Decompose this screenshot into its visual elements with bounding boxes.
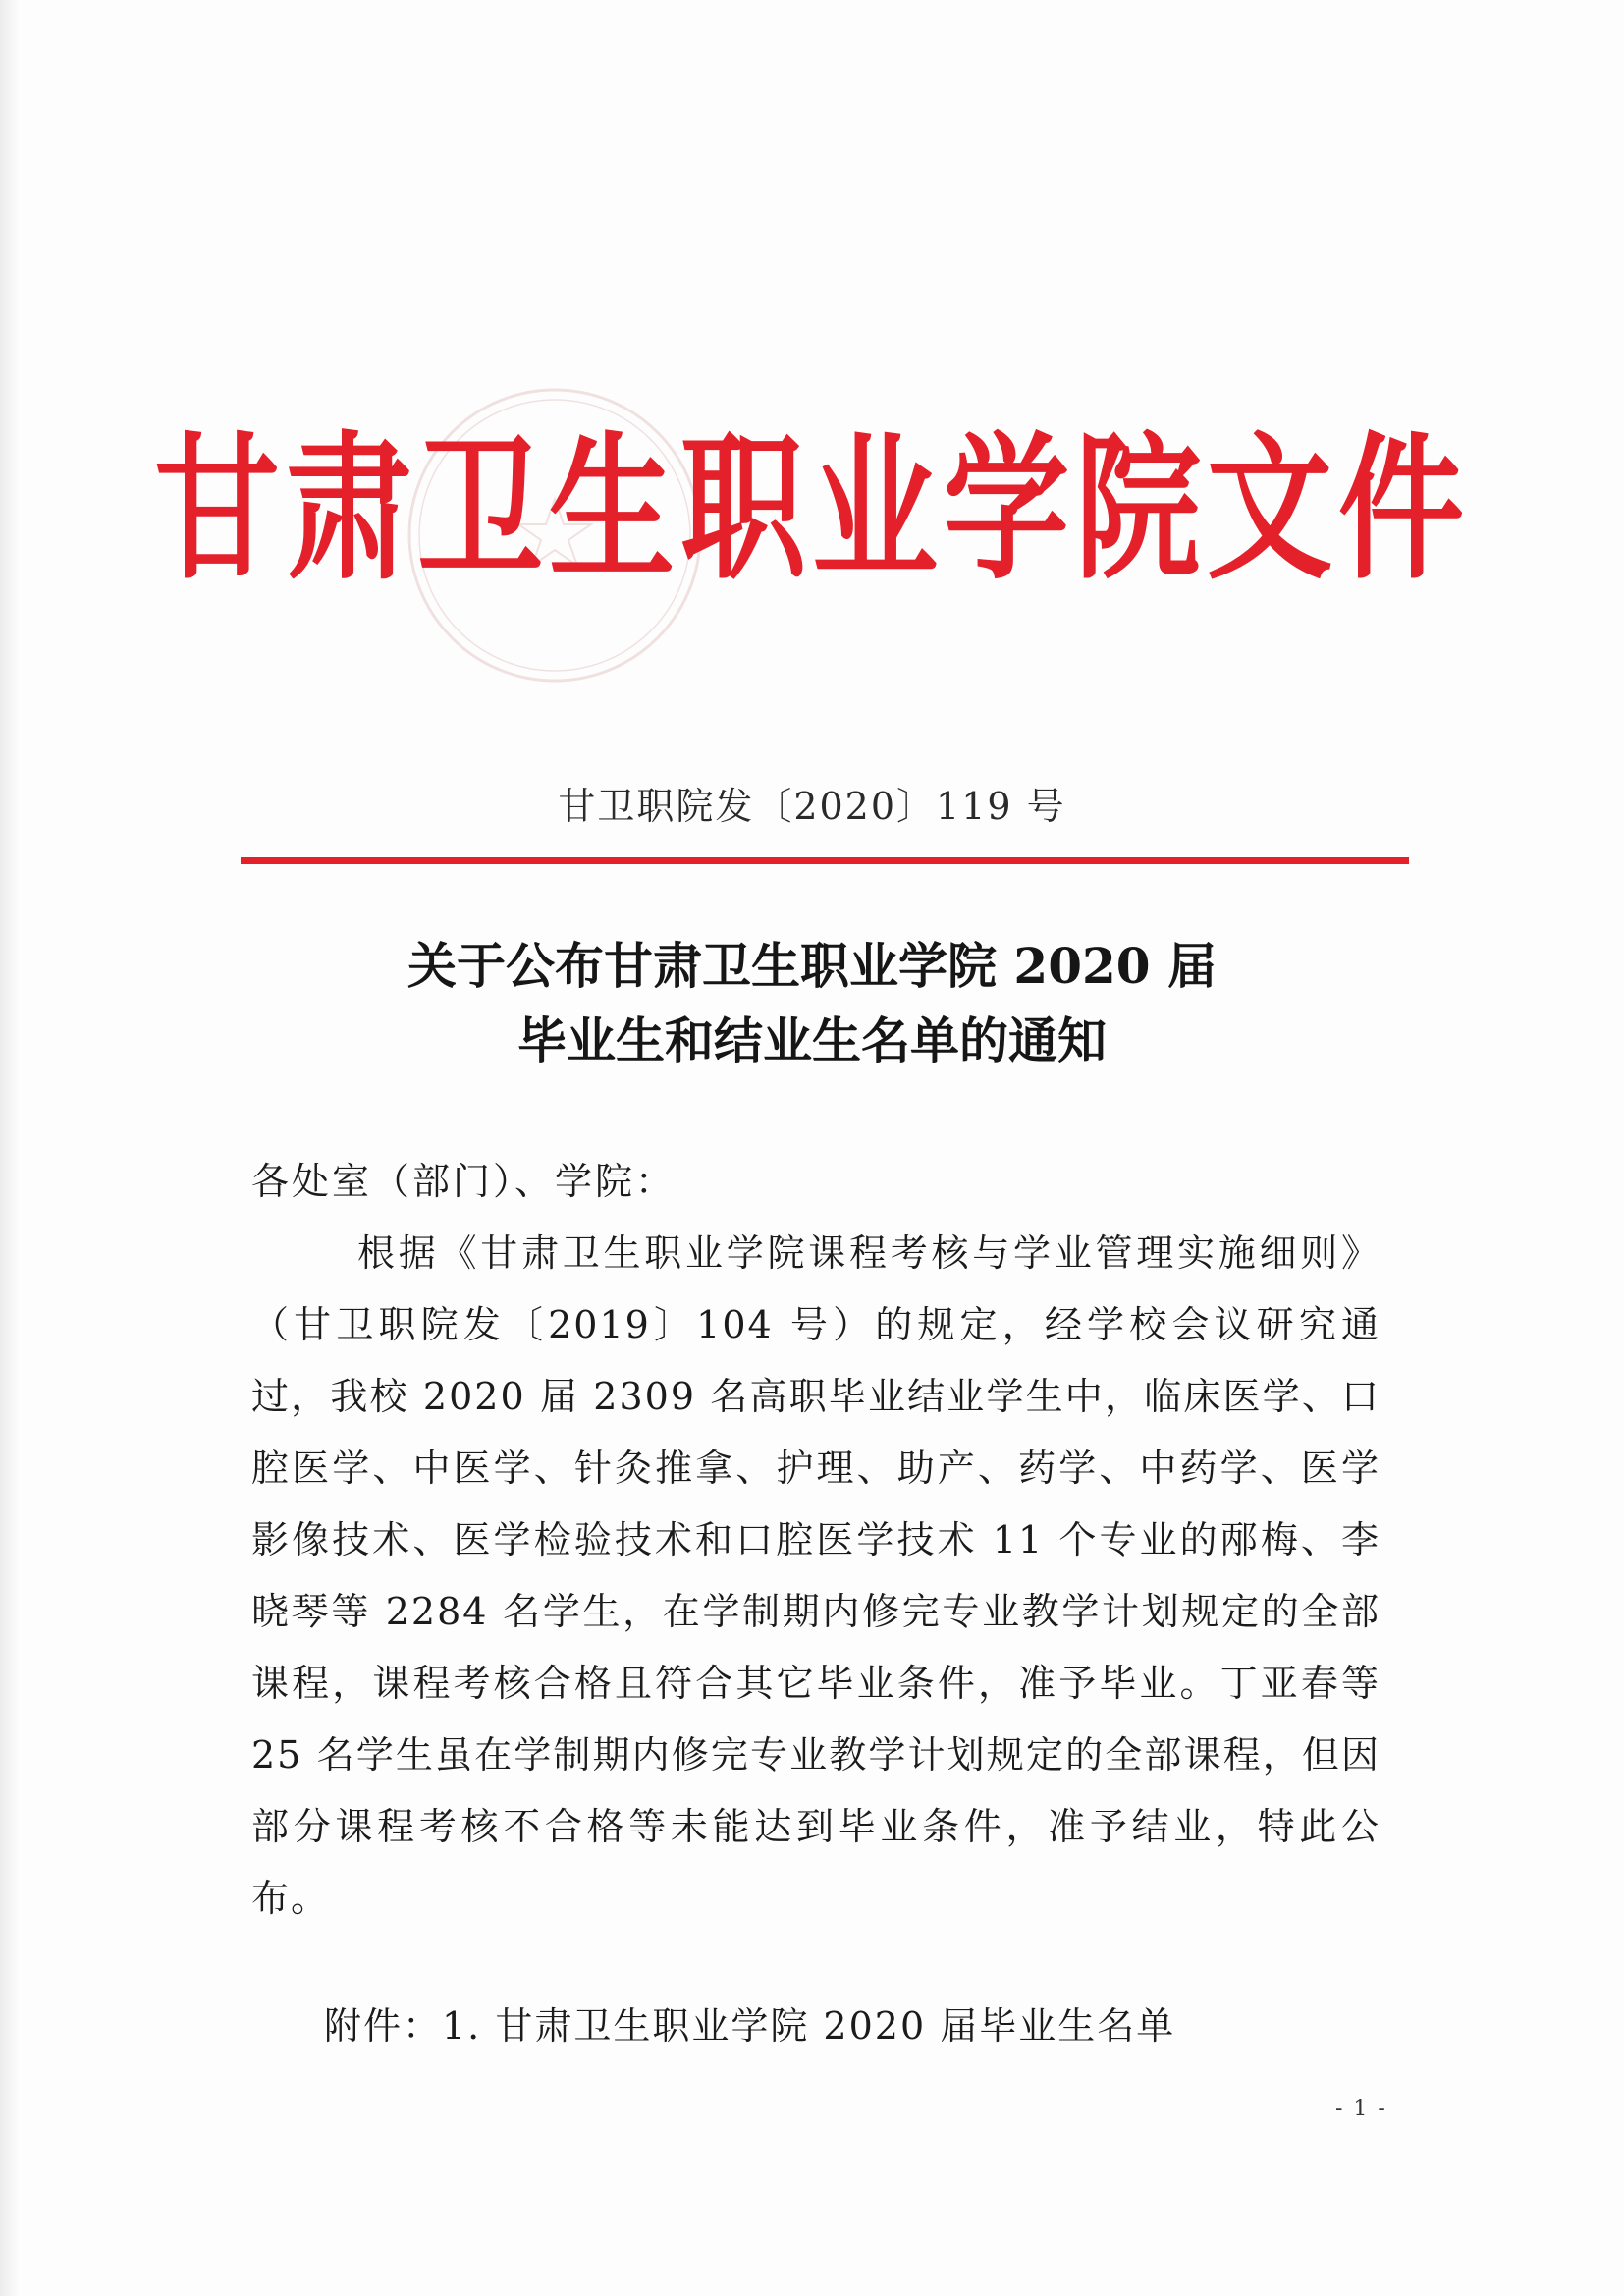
notice-title (0, 929, 1624, 1078)
header-divider (241, 857, 1409, 864)
org-document-header: 甘肃卫生职业学院文件 (153, 418, 1470, 602)
scan-edge (0, 0, 20, 2296)
attachment-line: 附件：1. 甘肃卫生职业学院 2020 届毕业生名单 (324, 2004, 1176, 2048)
notice-title-line-1: 关于公布甘肃卫生职业学院 2020 届 (407, 937, 1217, 995)
notice-title-line-2: 毕业生和结业生名单的通知 (517, 1011, 1107, 1069)
document-number: 甘卫职院发〔2020〕119 号 (558, 785, 1066, 828)
salutation: 各处室（部门）、学院： (251, 1160, 677, 1203)
page-number: - 1 - (1335, 2097, 1387, 2121)
body-paragraph: 根据《甘肃卫生职业学院课程考核与学业管理实施细则》（甘卫职院发〔2019〕104 号）的规定，经学校会议研究通过，我校 2020 届 2309 名高职毕业结业学生中，临床医学、口腔医学、中医学、针灸推拿、护理、助产、药学、中药学、医学影像技术、医学检验技术和口腔医学技术 11 个专业的邴梅、李晓琴等 2284 名学生，在学制期内修完专业教学计划规定的全部课程，课程考核合格且符合其它毕业条件，准予毕业。丁亚春等 25 名学生虽在学制期内修完专业教学计划规定的全部课程，但因部分课程考核不合格等未能达到毕业条件，准予结业，特此公布。 (251, 1231, 1380, 1920)
